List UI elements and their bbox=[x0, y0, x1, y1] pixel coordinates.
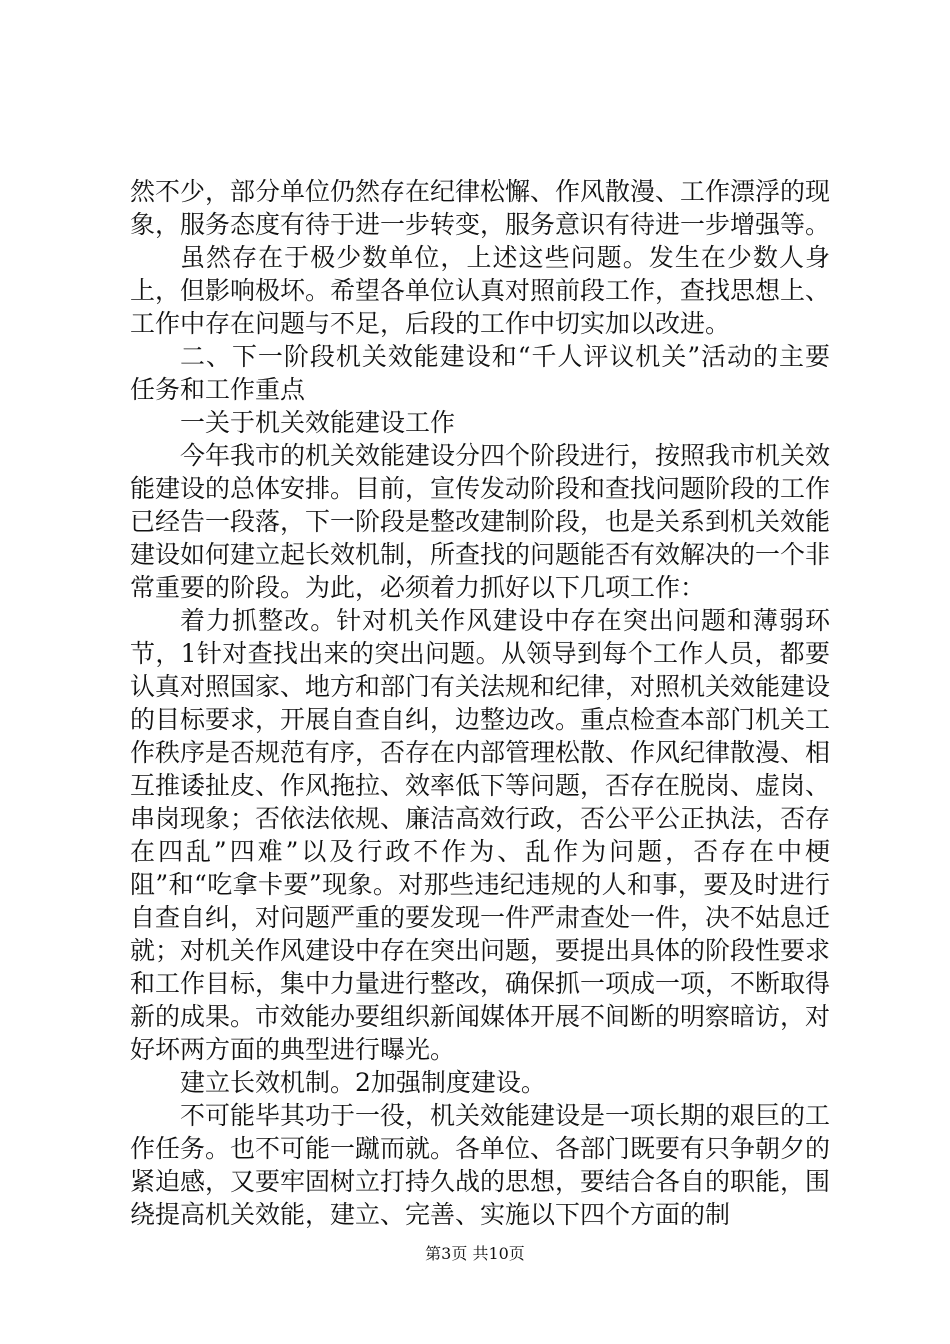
page-footer: 第3页 共10页 bbox=[425, 1244, 525, 1263]
section-heading-2: 二、下一阶段机关效能建设和“千人评议机关”活动的主要任务和工作重点 bbox=[130, 342, 830, 404]
paragraph-5: 建立长效机制。2加强制度建设。 bbox=[180, 1068, 546, 1097]
paragraph-3: 今年我市的机关效能建设分四个阶段进行，按照我市机关效能建设的总体安排。目前，宣传发动阶段和查找问题阶段的工作已经告一段落，下一阶段是整改建制阶段，也是关系到机关效能建设如何建立起长效机制，所查找的问题能否有效解决的一个非常重要的阶段。为此，必须着力抓好以下几项工作： bbox=[130, 441, 831, 602]
paragraph-1: 然不少，部分单位仍然存在纪律松懈、作风散漫、工作漂浮的现象，服务态度有待于进一步转变，服务意识有待进一步增强等。 bbox=[130, 177, 831, 239]
document-body bbox=[130, 175, 830, 1231]
paragraph-4: 着力抓整改。针对机关作风建设中存在突出问题和薄弱环节，1针对查找出来的突出问题。从领导到每个工作人员，都要认真对照国家、地方和部门有关法规和纪律，对照机关效能建设的目标要求，开展自查自纠，边整边改。重点检查本部门机关工作秩序是否规范有序，否存在内部管理松散、作风纪律散漫、相互推诿扯皮、作风拖拉、效率低下等问题，否存在脱岗、虚岗、串岗现象；否依法依规、廉洁高效行政，否公平公正执法，否存在四乱”四难”以及行政不作为、乱作为问题，否存在中梗阻”和“吃拿卡要”现象。对那些违纪违规的人和事，要及时进行自查自纠，对问题严重的要发现一件严肃查处一件，决不姑息迁就；对机关作风建设中存在突出问题，要提出具体的阶段性要求和工作目标，集中力量进行整改，确保抓一项成一项，不断取得新的成果。市效能办要组织新闻媒体开展不间断的明察暗访，对好坏两方面的典型进行曝光。 bbox=[130, 606, 831, 1064]
subsection-heading-1: 一关于机关效能建设工作 bbox=[180, 408, 456, 437]
paragraph-2: 虽然存在于极少数单位，上述这些问题。发生在少数人身上，但影响极坏。希望各单位认真对照前段工作，查找思想上、工作中存在问题与不足，后段的工作中切实加以改进。 bbox=[130, 243, 831, 338]
paragraph-6: 不可能毕其功于一役，机关效能建设是一项长期的艰巨的工作任务。也不可能一蹴而就。各单位、各部门既要有只争朝夕的紧迫感，又要牢固树立打持久战的思想，要结合各自的职能，围绕提高机关效能，建立、完善、实施以下四个方面的制 bbox=[130, 1101, 831, 1229]
